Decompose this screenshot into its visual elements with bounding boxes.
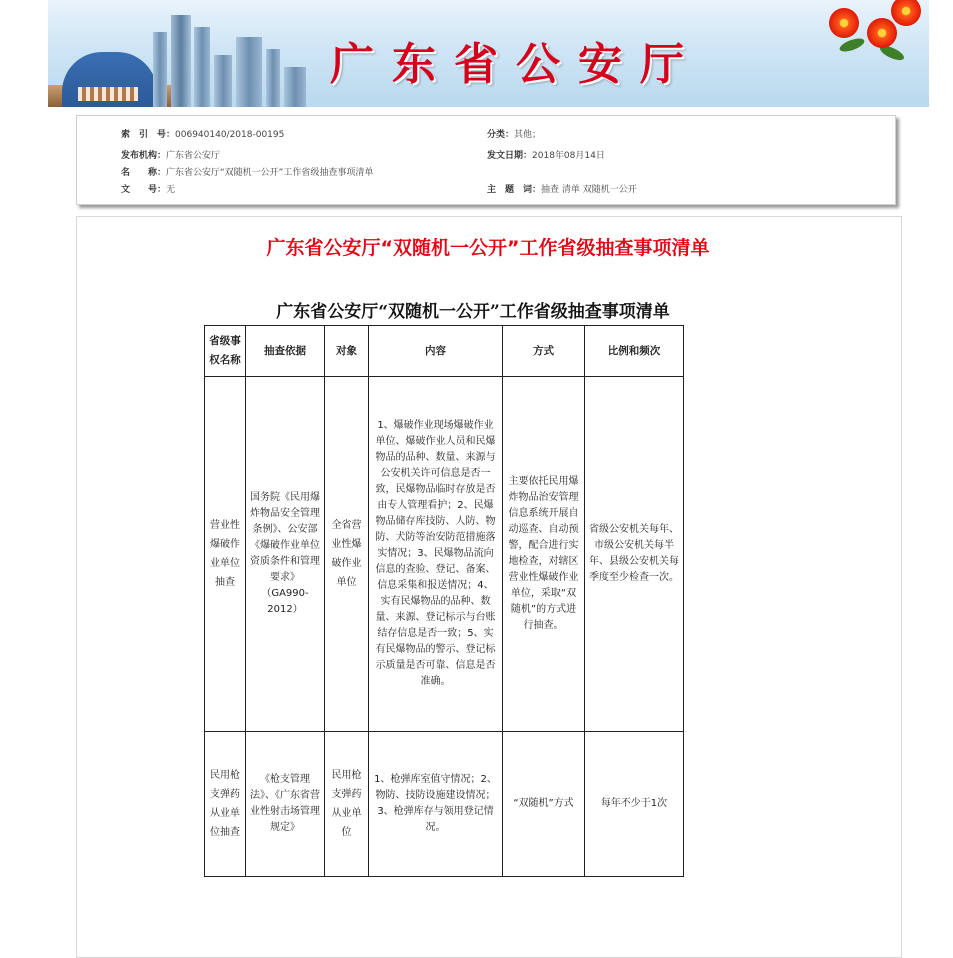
site-title: 广东省公安厅	[330, 39, 702, 90]
skyline-building	[236, 37, 262, 107]
header-cell: 比例和频次	[585, 326, 684, 377]
memorial-hall-pillars-graphic	[78, 87, 138, 101]
meta-category-value: 其他；	[514, 130, 542, 140]
article-title: 广东省公安厅“双随机一公开”工作省级抽查事项清单	[266, 237, 710, 259]
table-cell-name: 营业性爆破作业单位抽查	[205, 377, 246, 732]
inspection-items-table	[204, 325, 684, 877]
meta-doc-no-label: 文 号：	[121, 185, 167, 195]
meta-date-label: 发文日期：	[487, 151, 533, 161]
skyline-building	[153, 32, 167, 107]
meta-issuer-value: 广东省公安厅	[166, 151, 221, 161]
meta-date	[487, 148, 605, 161]
table-title: 广东省公安厅“双随机一公开”工作省级抽查事项清单	[276, 302, 670, 322]
table-header-row	[205, 326, 684, 377]
meta-date-value: 2018年08月14日	[532, 151, 605, 161]
meta-category-label: 分类：	[487, 130, 515, 140]
header-cell: 内容	[369, 326, 503, 377]
document-meta-box	[76, 115, 896, 205]
header-cell: 方式	[503, 326, 585, 377]
meta-index-label: 索 引 号：	[121, 130, 176, 140]
table-cell-object: 全省营业性爆破作业单位	[325, 377, 369, 732]
meta-name-value: 广东省公安厅“双随机一公开”工作省级抽查事项清单	[166, 168, 374, 178]
meta-keywords-value: 抽查 清单 双随机一公开	[541, 185, 637, 195]
header-cell: 抽查依据	[246, 326, 325, 377]
skyline-building	[171, 15, 191, 107]
meta-category	[487, 127, 541, 140]
meta-name-label: 名 称：	[121, 168, 167, 178]
meta-index-value: 006940140/2018-00195	[175, 130, 285, 140]
flower-icon	[867, 18, 897, 48]
table-row	[205, 377, 684, 732]
meta-doc-no	[121, 182, 175, 195]
site-banner	[48, 0, 929, 107]
skyline-building	[214, 55, 232, 107]
header-cell: 对象	[325, 326, 369, 377]
table-cell-method: 主要依托民用爆炸物品治安管理信息系统开展自动巡查、自动预警，配合进行实地检查，对辖区营业性爆破作业单位，采取“双随机”的方式进行抽查。	[503, 377, 585, 732]
meta-index	[121, 127, 284, 140]
leaf-icon	[838, 36, 866, 54]
kapok-flower-decoration	[829, 0, 929, 70]
table-cell-object: 民用枪支弹药从业单位	[325, 732, 369, 877]
meta-name	[121, 165, 373, 178]
table-cell-frequency: 省级公安机关每年、市级公安机关每半年、县级公安机关每季度至少检查一次。	[585, 377, 684, 732]
skyline-building	[266, 49, 280, 107]
table-cell-name: 民用枪支弹药从业单位抽查	[205, 732, 246, 877]
table-cell-basis: 国务院《民用爆炸物品安全管理条例》、公安部《爆破作业单位资质条件和管理要求》（GA990-2012）	[246, 377, 325, 732]
skyline-building	[194, 27, 210, 107]
table-cell-basis: 《枪支管理法》、《广东省营业性射击场管理规定》	[246, 732, 325, 877]
meta-doc-no-value: 无	[166, 185, 176, 195]
flower-icon	[891, 0, 921, 26]
article-content	[76, 216, 902, 958]
table-cell-content: 1、枪弹库室值守情况；2、物防、技防设施建设情况；3、枪弹库存与领用登记情况。	[369, 732, 503, 877]
skyline-building	[284, 67, 306, 107]
table-cell-content: 1、爆破作业现场爆破作业单位、爆破作业人员和民爆物品的品种、数量、来源与公安机关许可信息是否一致，民爆物品临时存放是否由专人管理看护；2、民爆物品储存库技防、人防、物防、犬防等治安防范措施落实情况；3、民爆物品流向信息的查验、登记、备案、信息采集和报送情况；4、实有民爆物品的品种、数量、来源、登记标示与台账结存信息是否一致；5、实有民爆物品的警示、登记标示质量是否可靠、信息是否准确。	[369, 377, 503, 732]
table-cell-frequency: 每年不少于1次	[585, 732, 684, 877]
meta-keywords	[487, 182, 637, 195]
header-cell: 省级事权名称	[205, 326, 246, 377]
meta-issuer	[121, 148, 220, 161]
table-row	[205, 732, 684, 877]
meta-issuer-label: 发布机构：	[121, 151, 167, 161]
flower-icon	[829, 8, 859, 38]
table-cell-method: “双随机”方式	[503, 732, 585, 877]
meta-keywords-label: 主 题 词：	[487, 185, 542, 195]
